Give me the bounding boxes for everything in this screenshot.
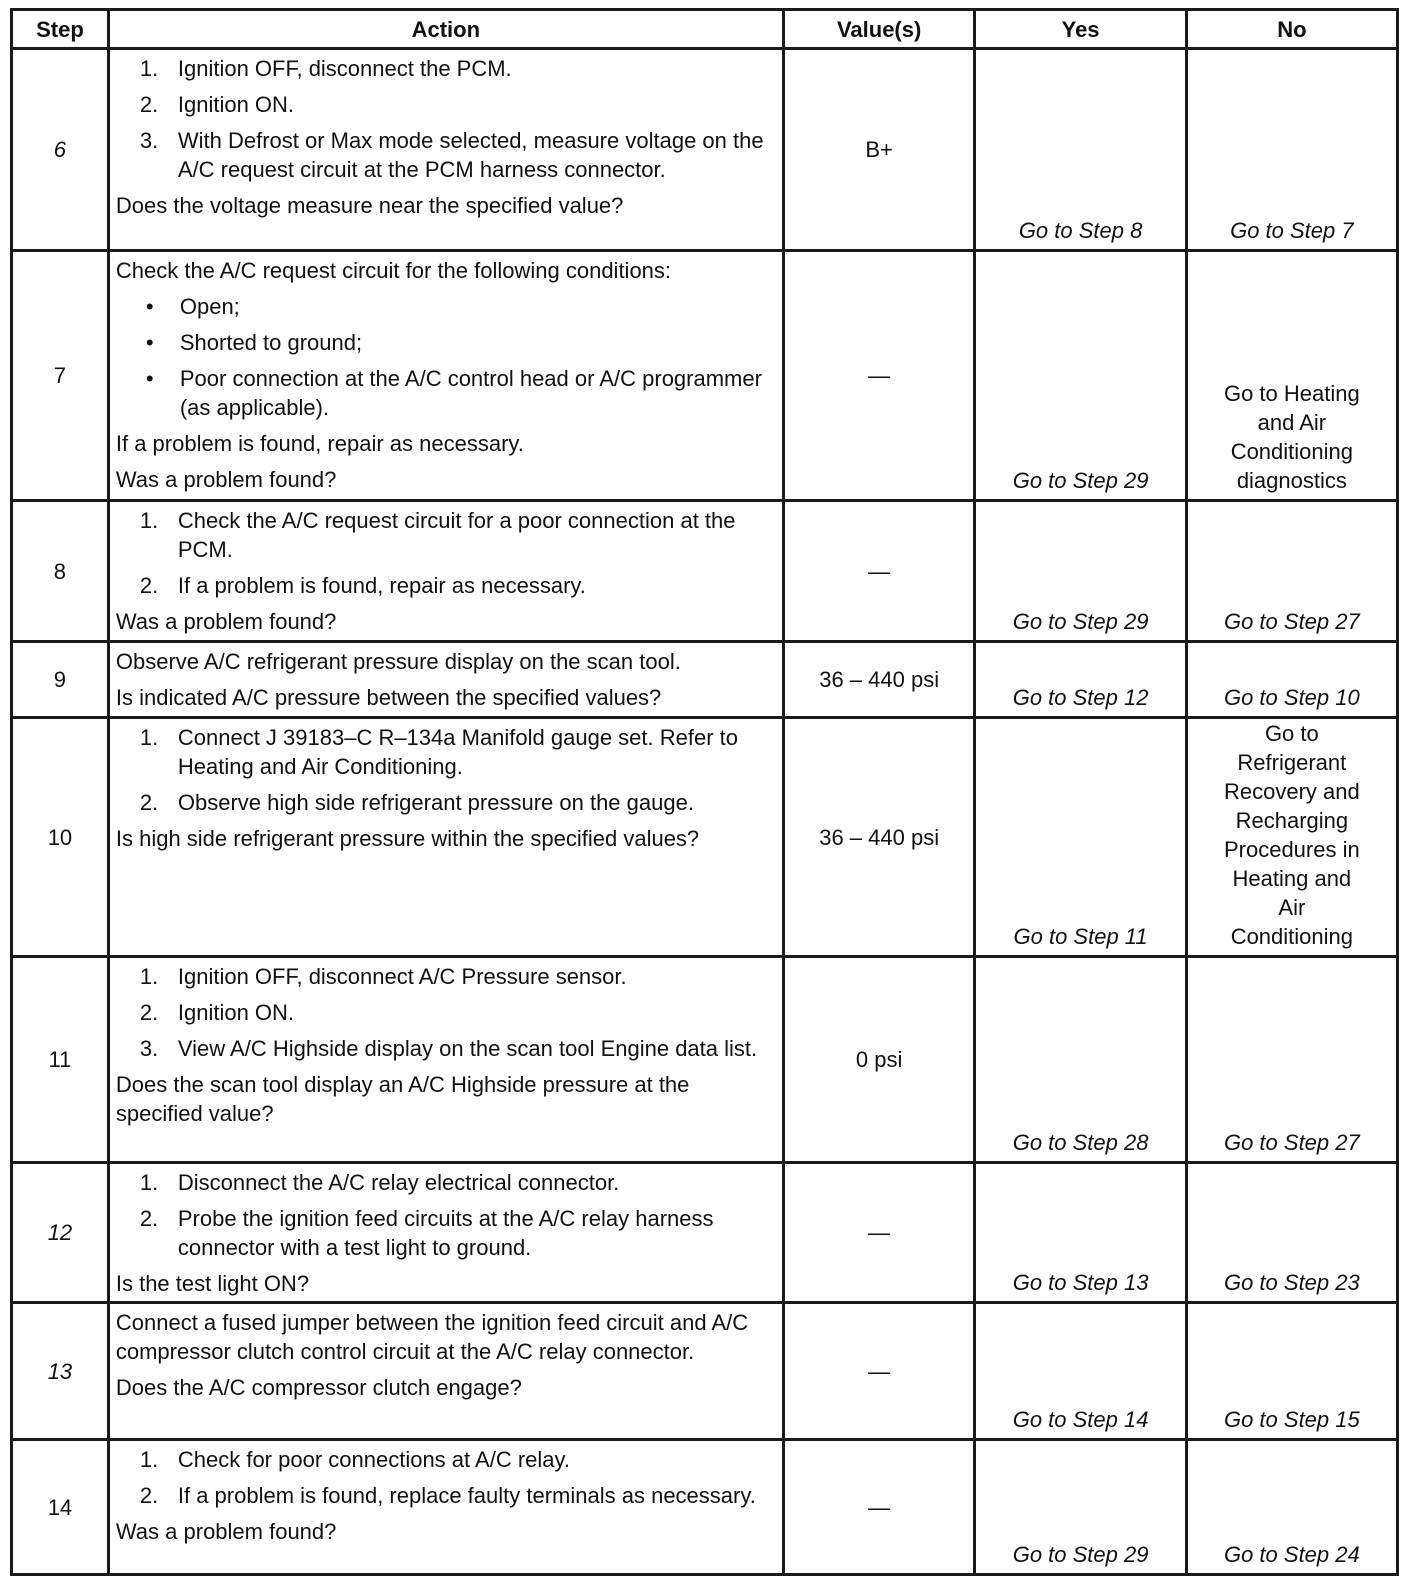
table-row xyxy=(12,718,1398,957)
value-cell: — xyxy=(783,501,975,642)
action-cell xyxy=(108,957,783,1163)
action-cell xyxy=(108,251,783,501)
action-cell xyxy=(108,1163,783,1303)
instruction-number: 1. xyxy=(139,725,159,750)
no-goto-step: Go to Step 15 xyxy=(1223,1407,1360,1432)
no-goto-step: Go to Step 7 xyxy=(1230,218,1354,243)
instruction-number: 1. xyxy=(139,1170,159,1195)
instruction-number: 3. xyxy=(139,128,159,153)
instruction-text: Disconnect the A/C relay electrical connector. xyxy=(177,1170,620,1195)
header-no: No xyxy=(1186,10,1397,49)
condition-text: Poor connection at the A/C control head or A/C programmer (as applicable). xyxy=(179,366,762,420)
action-cell xyxy=(108,642,783,718)
action-cell xyxy=(108,49,783,251)
step-number: 8 xyxy=(12,501,109,642)
condition-text: Open; xyxy=(179,294,240,319)
yes-cell xyxy=(975,49,1186,251)
action-content xyxy=(110,252,782,496)
action-text: Is high side refrigerant pressure within the specified values? xyxy=(115,826,700,851)
yes-cell xyxy=(975,501,1186,642)
numbered-instruction xyxy=(116,1481,776,1510)
header-yes: Yes xyxy=(975,10,1186,49)
step-number: 14 xyxy=(12,1440,109,1575)
numbered-instruction xyxy=(116,962,776,991)
yes-cell xyxy=(975,1303,1186,1440)
instruction-number: 3. xyxy=(139,1036,159,1061)
instruction-number: 2. xyxy=(139,1206,159,1231)
table-row xyxy=(12,1440,1398,1575)
no-goto-step: Go to Step 27 xyxy=(1223,609,1360,634)
yes-goto-step: Go to Step 13 xyxy=(1012,1270,1149,1295)
instruction-number: 1. xyxy=(139,56,159,81)
value-cell: — xyxy=(783,251,975,501)
no-goto-step: Go to Heating and Air Conditioning diagnostics xyxy=(1223,381,1360,493)
instruction-text: Ignition ON. xyxy=(177,1000,295,1025)
value-cell: B+ xyxy=(783,49,975,251)
numbered-instruction xyxy=(116,1204,776,1262)
table-row xyxy=(12,1303,1398,1440)
no-cell xyxy=(1186,1163,1397,1303)
instruction-text: Ignition OFF, disconnect A/C Pressure sensor. xyxy=(177,964,627,989)
header-action: Action xyxy=(108,10,783,49)
instruction-number: 2. xyxy=(139,1483,159,1508)
step-number: 6 xyxy=(12,49,109,251)
numbered-instruction xyxy=(116,54,776,83)
bullet-dot-icon: • xyxy=(145,330,154,355)
instruction-number: 1. xyxy=(139,508,159,533)
instruction-number: 2. xyxy=(139,790,159,815)
no-cell xyxy=(1186,642,1397,718)
yes-cell xyxy=(975,718,1186,957)
yes-goto-step: Go to Step 14 xyxy=(1012,1407,1149,1432)
numbered-instruction xyxy=(116,1445,776,1474)
yes-goto-step: Go to Step 28 xyxy=(1012,1130,1149,1155)
table-row xyxy=(12,501,1398,642)
yes-goto-step: Go to Step 12 xyxy=(1012,685,1149,710)
yes-cell xyxy=(975,251,1186,501)
table-body xyxy=(12,49,1398,1575)
action-content xyxy=(110,502,782,638)
instruction-text: Connect J 39183–C R–134a Manifold gauge set. Refer to Heating and Air Conditioning. xyxy=(177,725,738,779)
value-cell: 0 psi xyxy=(783,957,975,1163)
instruction-number: 2. xyxy=(139,573,159,598)
instruction-text: Ignition ON. xyxy=(177,92,295,117)
no-goto-step: Go to Step 24 xyxy=(1223,1542,1360,1567)
no-goto-step: Go to Refrigerant Recovery and Recharging Procedures in Heating and Air Conditioning xyxy=(1223,721,1360,949)
yes-goto-step: Go to Step 29 xyxy=(1012,468,1149,493)
yes-cell xyxy=(975,1440,1186,1575)
instruction-text: With Defrost or Max mode selected, measure voltage on the A/C request circuit at the PCM harness connector. xyxy=(177,128,764,182)
action-cell xyxy=(108,718,783,957)
bullet-condition xyxy=(116,292,776,321)
diagnostic-table xyxy=(10,8,1399,1576)
numbered-instruction xyxy=(116,788,776,817)
no-cell xyxy=(1186,251,1397,501)
instruction-number: 1. xyxy=(139,1447,159,1472)
instruction-text: Probe the ignition feed circuits at the A/C relay harness connector with a test light to ground. xyxy=(177,1206,714,1260)
no-cell xyxy=(1186,1440,1397,1575)
instruction-text: If a problem is found, replace faulty terminals as necessary. xyxy=(177,1483,756,1508)
action-text: Was a problem found? xyxy=(115,467,337,492)
value-cell: — xyxy=(783,1440,975,1575)
instruction-text: View A/C Highside display on the scan tool Engine data list. xyxy=(177,1036,758,1061)
action-text: Does the voltage measure near the specified value? xyxy=(115,193,624,218)
numbered-instruction xyxy=(116,1168,776,1197)
instruction-text: Ignition OFF, disconnect the PCM. xyxy=(177,56,512,81)
table-row xyxy=(12,49,1398,251)
step-number: 9 xyxy=(12,642,109,718)
instruction-text: Check for poor connections at A/C relay. xyxy=(177,1447,570,1472)
action-content xyxy=(110,719,782,855)
action-text: Does the scan tool display an A/C Highside pressure at the specified value? xyxy=(115,1072,690,1126)
step-number: 10 xyxy=(12,718,109,957)
no-goto-step: Go to Step 27 xyxy=(1223,1130,1360,1155)
instruction-text: Observe high side refrigerant pressure on the gauge. xyxy=(177,790,694,815)
bullet-condition xyxy=(116,364,776,422)
action-text: Was a problem found? xyxy=(115,609,337,634)
condition-text: Shorted to ground; xyxy=(179,330,363,355)
value-cell: 36 – 440 psi xyxy=(783,642,975,718)
numbered-instruction xyxy=(116,723,776,781)
instruction-text: Check the A/C request circuit for a poor connection at the PCM. xyxy=(177,508,736,562)
numbered-instruction xyxy=(116,1034,776,1063)
header-row xyxy=(12,10,1398,49)
table-row xyxy=(12,642,1398,718)
step-number: 12 xyxy=(12,1163,109,1303)
no-cell xyxy=(1186,49,1397,251)
step-number: 7 xyxy=(12,251,109,501)
action-content xyxy=(110,50,782,222)
table-row xyxy=(12,251,1398,501)
action-text: Connect a fused jumper between the ignition feed circuit and A/C compressor clutch control circuit at the A/C relay connector. xyxy=(115,1310,749,1364)
action-text: Check the A/C request circuit for the following conditions: xyxy=(115,258,672,283)
action-text: Is the test light ON? xyxy=(115,1271,310,1296)
action-text: Observe A/C refrigerant pressure display on the scan tool. xyxy=(115,649,681,674)
bullet-dot-icon: • xyxy=(145,366,154,391)
no-cell xyxy=(1186,718,1397,957)
numbered-instruction xyxy=(116,998,776,1027)
numbered-instruction xyxy=(116,90,776,119)
yes-goto-step: Go to Step 29 xyxy=(1012,609,1149,634)
yes-goto-step: Go to Step 11 xyxy=(1013,924,1148,949)
table-row xyxy=(12,1163,1398,1303)
step-number: 13 xyxy=(12,1303,109,1440)
action-content xyxy=(110,958,782,1130)
no-cell xyxy=(1186,957,1397,1163)
action-content xyxy=(110,1304,782,1404)
action-text: If a problem is found, repair as necessary. xyxy=(115,431,524,456)
yes-goto-step: Go to Step 29 xyxy=(1012,1542,1149,1567)
action-text: Was a problem found? xyxy=(115,1519,337,1544)
no-cell xyxy=(1186,501,1397,642)
action-cell xyxy=(108,501,783,642)
yes-cell xyxy=(975,642,1186,718)
instruction-number: 1. xyxy=(139,964,159,989)
no-cell xyxy=(1186,1303,1397,1440)
numbered-instruction xyxy=(116,126,776,184)
value-cell: — xyxy=(783,1303,975,1440)
step-number: 11 xyxy=(12,957,109,1163)
value-cell: 36 – 440 psi xyxy=(783,718,975,957)
bullet-condition xyxy=(116,328,776,357)
instruction-number: 2. xyxy=(139,1000,159,1025)
instruction-text: If a problem is found, repair as necessary. xyxy=(177,573,586,598)
header-step: Step xyxy=(12,10,109,49)
instruction-number: 2. xyxy=(139,92,159,117)
bullet-dot-icon: • xyxy=(145,294,154,319)
no-goto-step: Go to Step 10 xyxy=(1223,685,1360,710)
no-goto-step: Go to Step 23 xyxy=(1223,1270,1360,1295)
numbered-instruction xyxy=(116,571,776,600)
table-row xyxy=(12,957,1398,1163)
action-content xyxy=(110,1441,782,1548)
action-cell xyxy=(108,1303,783,1440)
action-text: Does the A/C compressor clutch engage? xyxy=(115,1375,522,1400)
action-content xyxy=(110,1164,782,1300)
action-text: Is indicated A/C pressure between the specified values? xyxy=(115,685,662,710)
header-value: Value(s) xyxy=(783,10,975,49)
action-cell xyxy=(108,1440,783,1575)
action-content xyxy=(110,643,782,714)
numbered-instruction xyxy=(116,506,776,564)
yes-cell xyxy=(975,957,1186,1163)
yes-cell xyxy=(975,1163,1186,1303)
value-cell: — xyxy=(783,1163,975,1303)
yes-goto-step: Go to Step 8 xyxy=(1018,218,1143,243)
